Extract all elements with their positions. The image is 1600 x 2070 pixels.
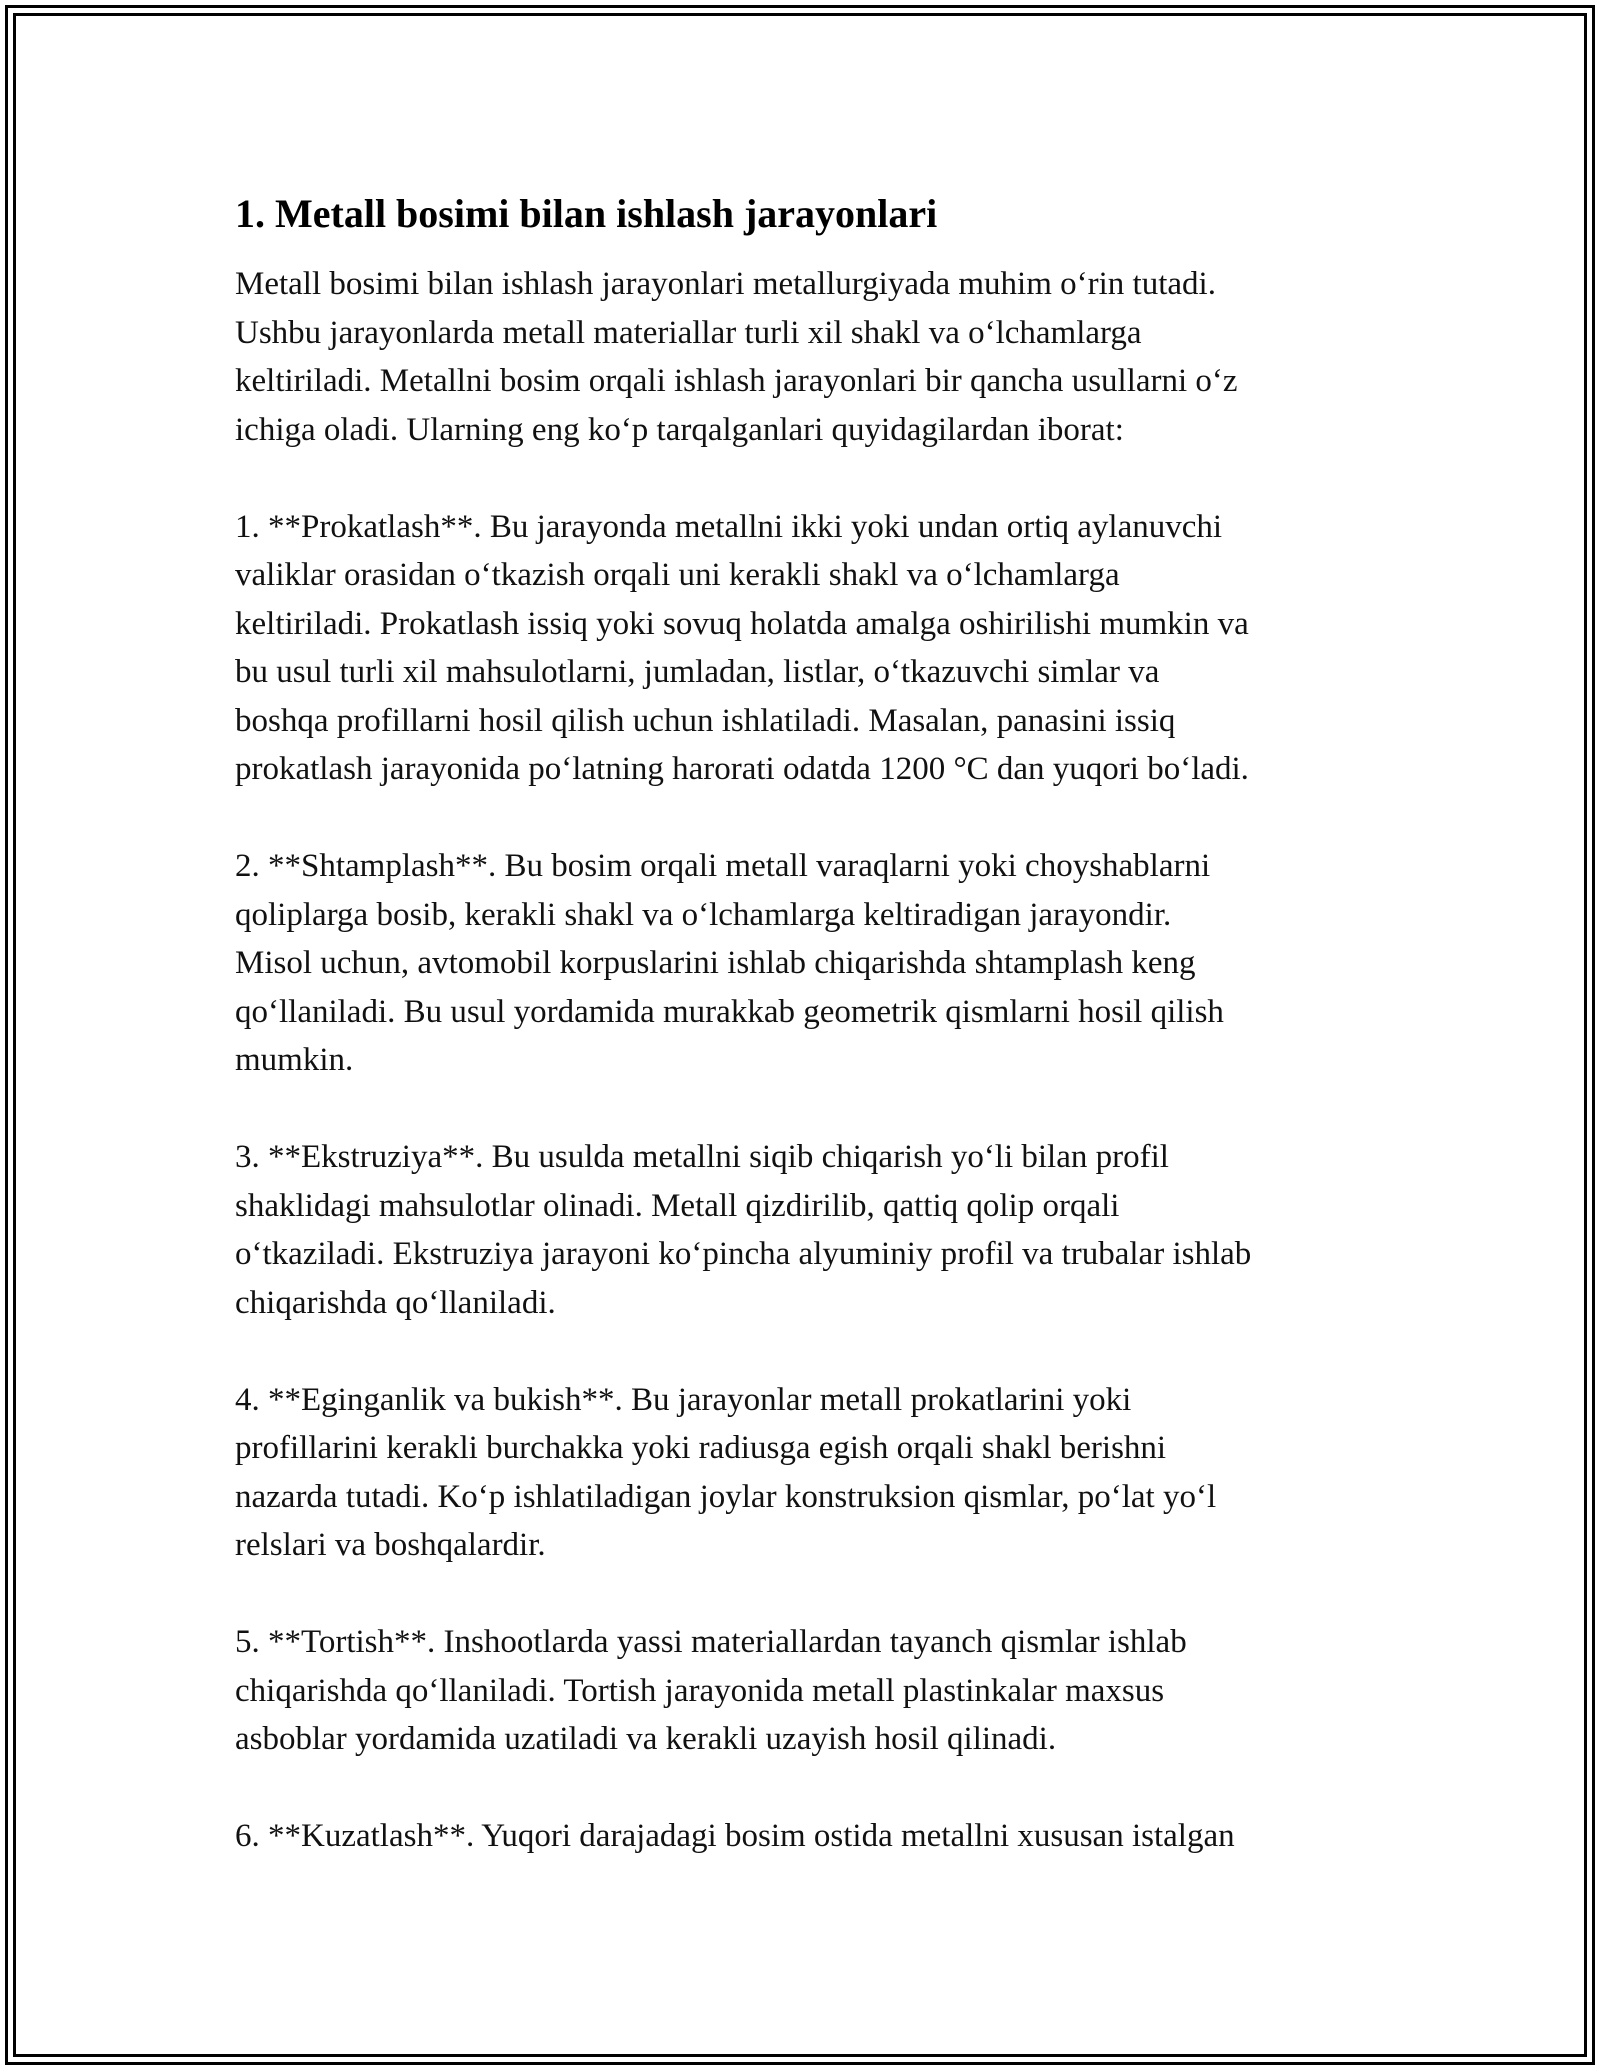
text-line: keltiriladi. Metallni bosim orqali ishlash jarayonlari bir qancha usullarni o‘z bbox=[235, 363, 1238, 399]
text-line: 6. **Kuzatlash**. Yuqori darajadagi bosim ostida metallni xususan istalgan bbox=[235, 1818, 1235, 1854]
text-line: 1. **Prokatlash**. Bu jarayonda metallni ikki yoki undan ortiq aylanuvchi bbox=[235, 508, 1223, 545]
paragraph bbox=[235, 260, 1375, 454]
text-line: valiklar orasidan o‘tkazish orqali uni kerakli shakl va o‘lchamlarga bbox=[235, 557, 1120, 593]
document-body bbox=[235, 190, 1375, 1861]
text-line: 5. **Tortish**. Inshootlarda yassi materiallardan tayanch qismlar ishlab bbox=[235, 1624, 1187, 1660]
text-line: relslari va boshqalardir. bbox=[235, 1527, 546, 1563]
text-line: prokatlash jarayonida po‘latning harorati odatda 1200 °C dan yuqori bo‘ladi. bbox=[235, 751, 1249, 787]
paragraph bbox=[235, 503, 1375, 794]
text-line: keltiriladi. Prokatlash issiq yoki sovuq holatda amalga oshirilishi mumkin va bbox=[235, 605, 1249, 642]
text-line: bu usul turli xil mahsulotlarni, jumladan, listlar, o‘tkazuvchi simlar va bbox=[235, 654, 1160, 690]
paragraph-list bbox=[235, 260, 1375, 1861]
text-line: qo‘llaniladi. Bu usul yordamida murakkab geometrik qismlarni hosil qilish bbox=[235, 993, 1224, 1030]
paragraph bbox=[235, 1133, 1375, 1327]
text-line: o‘tkaziladi. Ekstruziya jarayoni ko‘pincha alyuminiy profil va trubalar ishlab bbox=[235, 1236, 1252, 1272]
text-line: Metall bosimi bilan ishlash jarayonlari metallurgiyada muhim o‘rin tutadi. bbox=[235, 266, 1216, 302]
text-line: qoliplarga bosib, kerakli shakl va o‘lchamlarga keltiradigan jarayondir. bbox=[235, 896, 1172, 933]
paragraph bbox=[235, 1812, 1375, 1861]
text-line: asboblar yordamida uzatiladi va kerakli uzayish hosil qilinadi. bbox=[235, 1721, 1057, 1757]
text-line: profillarini kerakli burchakka yoki radiusga egish orqali shakl berishni bbox=[235, 1430, 1167, 1466]
text-line: shaklidagi mahsulotlar olinadi. Metall qizdirilib, qattiq qolip orqali bbox=[235, 1187, 1120, 1224]
paragraph bbox=[235, 842, 1375, 1085]
text-line: 4. **Eginganlik va bukish**. Bu jarayonlar metall prokatlarini yoki bbox=[235, 1381, 1132, 1418]
text-line: mumkin. bbox=[235, 1042, 354, 1078]
paragraph bbox=[235, 1376, 1375, 1570]
text-line: chiqarishda qo‘llaniladi. Tortish jarayonida metall plastinkalar maxsus bbox=[235, 1672, 1165, 1709]
text-line: 3. **Ekstruziya**. Bu usulda metallni siqib chiqarish yo‘li bilan profil bbox=[235, 1139, 1169, 1175]
text-line: Ushbu jarayonlarda metall materiallar turli xil shakl va o‘lchamlarga bbox=[235, 314, 1142, 351]
document-title: 1. Metall bosimi bilan ishlash jarayonlari bbox=[235, 191, 938, 236]
text-line: Misol uchun, avtomobil korpuslarini ishlab chiqarishda shtamplash keng bbox=[235, 945, 1196, 981]
paragraph bbox=[235, 1618, 1375, 1764]
text-line: boshqa profillarni hosil qilish uchun ishlatiladi. Masalan, panasini issiq bbox=[235, 702, 1176, 739]
text-line: nazarda tutadi. Ko‘p ishlatiladigan joylar konstruksion qismlar, po‘lat yo‘l bbox=[235, 1478, 1217, 1515]
text-line: ichiga oladi. Ularning eng ko‘p tarqalganlari quyidagilardan iborat: bbox=[235, 411, 1124, 448]
text-line: chiqarishda qo‘llaniladi. bbox=[235, 1284, 556, 1321]
text-line: 2. **Shtamplash**. Bu bosim orqali metall varaqlarni yoki choyshablarni bbox=[235, 848, 1211, 884]
